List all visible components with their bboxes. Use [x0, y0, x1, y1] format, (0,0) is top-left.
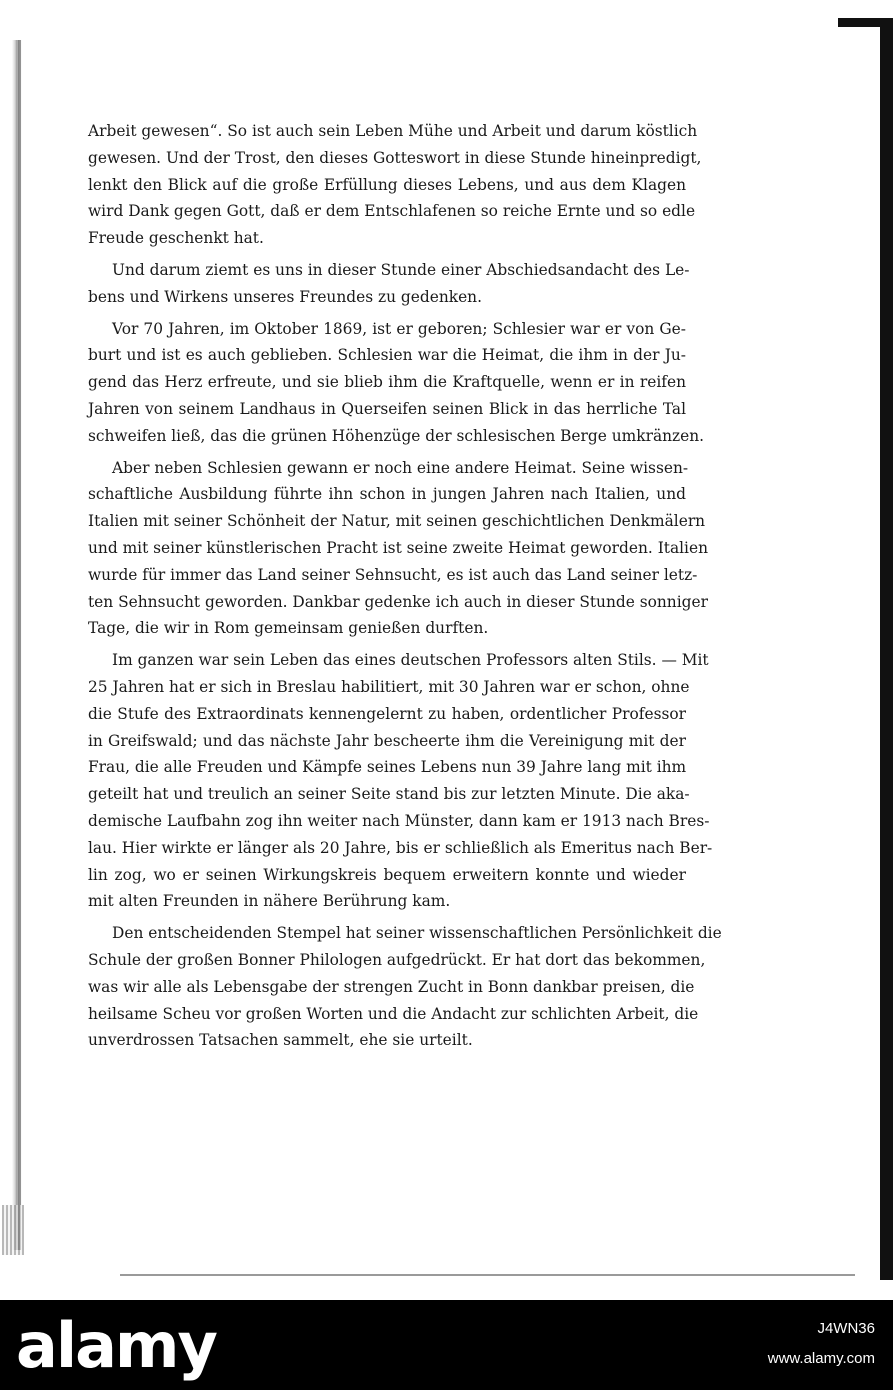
- right-scan-edge: [880, 18, 893, 1280]
- text-line: ten Sehnsucht geworden. Dankbar gedenke ich auch in dieser Stunde sonniger: [88, 592, 708, 611]
- text-line: Schule der großen Bonner Philologen aufgedrückt. Er hat dort das bekommen,: [88, 950, 706, 969]
- paragraph: [88, 118, 702, 252]
- text-line: und mit seiner künstlerischen Pracht ist seine zweite Heimat geworden. Italien: [88, 538, 708, 557]
- text-line: schweifen ließ, das die grünen Höhenzüge der schlesischen Berge umkränzen.: [88, 426, 705, 445]
- text-line: lau. Hier wirkte er länger als 20 Jahre, bis er schließlich als Emeritus nach Ber-: [88, 838, 713, 857]
- left-scan-artifact: [2, 1205, 24, 1255]
- text-line: schaftliche Ausbildung führte ihn schon in jungen Jahren nach Italien, und: [88, 485, 686, 504]
- text-line: die Stufe des Extraordinats kennengelernt zu haben, ordentlicher Professor: [88, 704, 686, 723]
- paragraph: [88, 920, 722, 1054]
- body-text: [88, 118, 722, 1054]
- text-line: gewesen. Und der Trost, den dieses Gotteswort in diese Stunde hineinpredigt,: [88, 148, 702, 167]
- text-line: unverdrossen Tatsachen sammelt, ehe sie urteilt.: [88, 1031, 473, 1050]
- text-line: Aber neben Schlesien gewann er noch eine andere Heimat. Seine wissen-: [112, 458, 689, 477]
- text-line: Und darum ziemt es uns in dieser Stunde einer Abschiedsandacht des Le-: [112, 260, 690, 279]
- text-line: gend das Herz erfreute, und sie blieb ihm die Kraftquelle, wenn er in reifen: [88, 373, 686, 392]
- watermark-url: www.alamy.com: [767, 1350, 875, 1367]
- watermark-image-id: J4WN36: [817, 1320, 875, 1337]
- text-line: wird Dank gegen Gott, daß er dem Entschlafenen so reiche Ernte und so edle: [88, 202, 696, 221]
- text-line: burt und ist es auch geblieben. Schlesien war die Heimat, die ihm in der Ju-: [88, 346, 686, 365]
- text-line: Freude geschenkt hat.: [88, 229, 264, 248]
- text-line: Tage, die wir in Rom gemeinsam genießen durften.: [88, 619, 489, 638]
- text-line: Den entscheidenden Stempel hat seiner wissenschaftlichen Persönlichkeit die: [112, 924, 722, 943]
- text-line: mit alten Freunden in nähere Berührung kam.: [88, 892, 451, 911]
- text-line: lin zog, wo er seinen Wirkungskreis bequem erweitern konnte und wieder: [88, 865, 686, 884]
- text-line: Frau, die alle Freuden und Kämpfe seines Lebens nun 39 Jahre lang mit ihm: [88, 758, 687, 777]
- text-line: Jahren von seinem Landhaus in Querseifen seinen Blick in das herrliche Tal: [88, 399, 686, 418]
- paragraph: [88, 647, 713, 915]
- text-line: bens und Wirkens unseres Freundes zu gedenken.: [88, 287, 482, 306]
- text-line: demische Laufbahn zog ihn weiter nach Münster, dann kam er 1913 nach Bres-: [88, 811, 710, 830]
- text-line: Im ganzen war sein Leben das eines deutschen Professors alten Stils. — Mit: [112, 651, 709, 670]
- text-line: lenkt den Blick auf die große Erfüllung dieses Lebens, und aus dem Klagen: [88, 175, 686, 194]
- left-binding-line: [18, 40, 21, 1250]
- text-line: heilsame Scheu vor großen Worten und die Andacht zur schlichten Arbeit, die: [88, 1004, 699, 1023]
- paragraph: [88, 316, 705, 450]
- bottom-scan-line: [120, 1274, 855, 1276]
- text-line: Italien mit seiner Schönheit der Natur, mit seinen geschichtlichen Denkmälern: [88, 512, 706, 531]
- text-line: Vor 70 Jahren, im Oktober 1869, ist er geboren; Schlesier war er von Ge-: [112, 319, 686, 338]
- text-line: 25 Jahren hat er sich in Breslau habilitiert, mit 30 Jahren war er schon, ohne: [88, 677, 690, 696]
- text-line: was wir alle als Lebensgabe der strengen Zucht in Bonn dankbar preisen, die: [88, 977, 695, 996]
- text-line: Arbeit gewesen“. So ist auch sein Leben Mühe und Arbeit und darum köstlich: [88, 122, 698, 140]
- text-line: in Greifswald; und das nächste Jahr bescheerte ihm die Vereinigung mit der: [88, 731, 686, 750]
- paragraph: [88, 257, 690, 311]
- paragraph: [88, 455, 708, 643]
- watermark-logo: alamy: [16, 1309, 216, 1382]
- text-line: wurde für immer das Land seiner Sehnsucht, es ist auch das Land seiner letz-: [88, 565, 698, 584]
- text-line: geteilt hat und treulich an seiner Seite stand bis zur letzten Minute. Die aka-: [88, 785, 690, 804]
